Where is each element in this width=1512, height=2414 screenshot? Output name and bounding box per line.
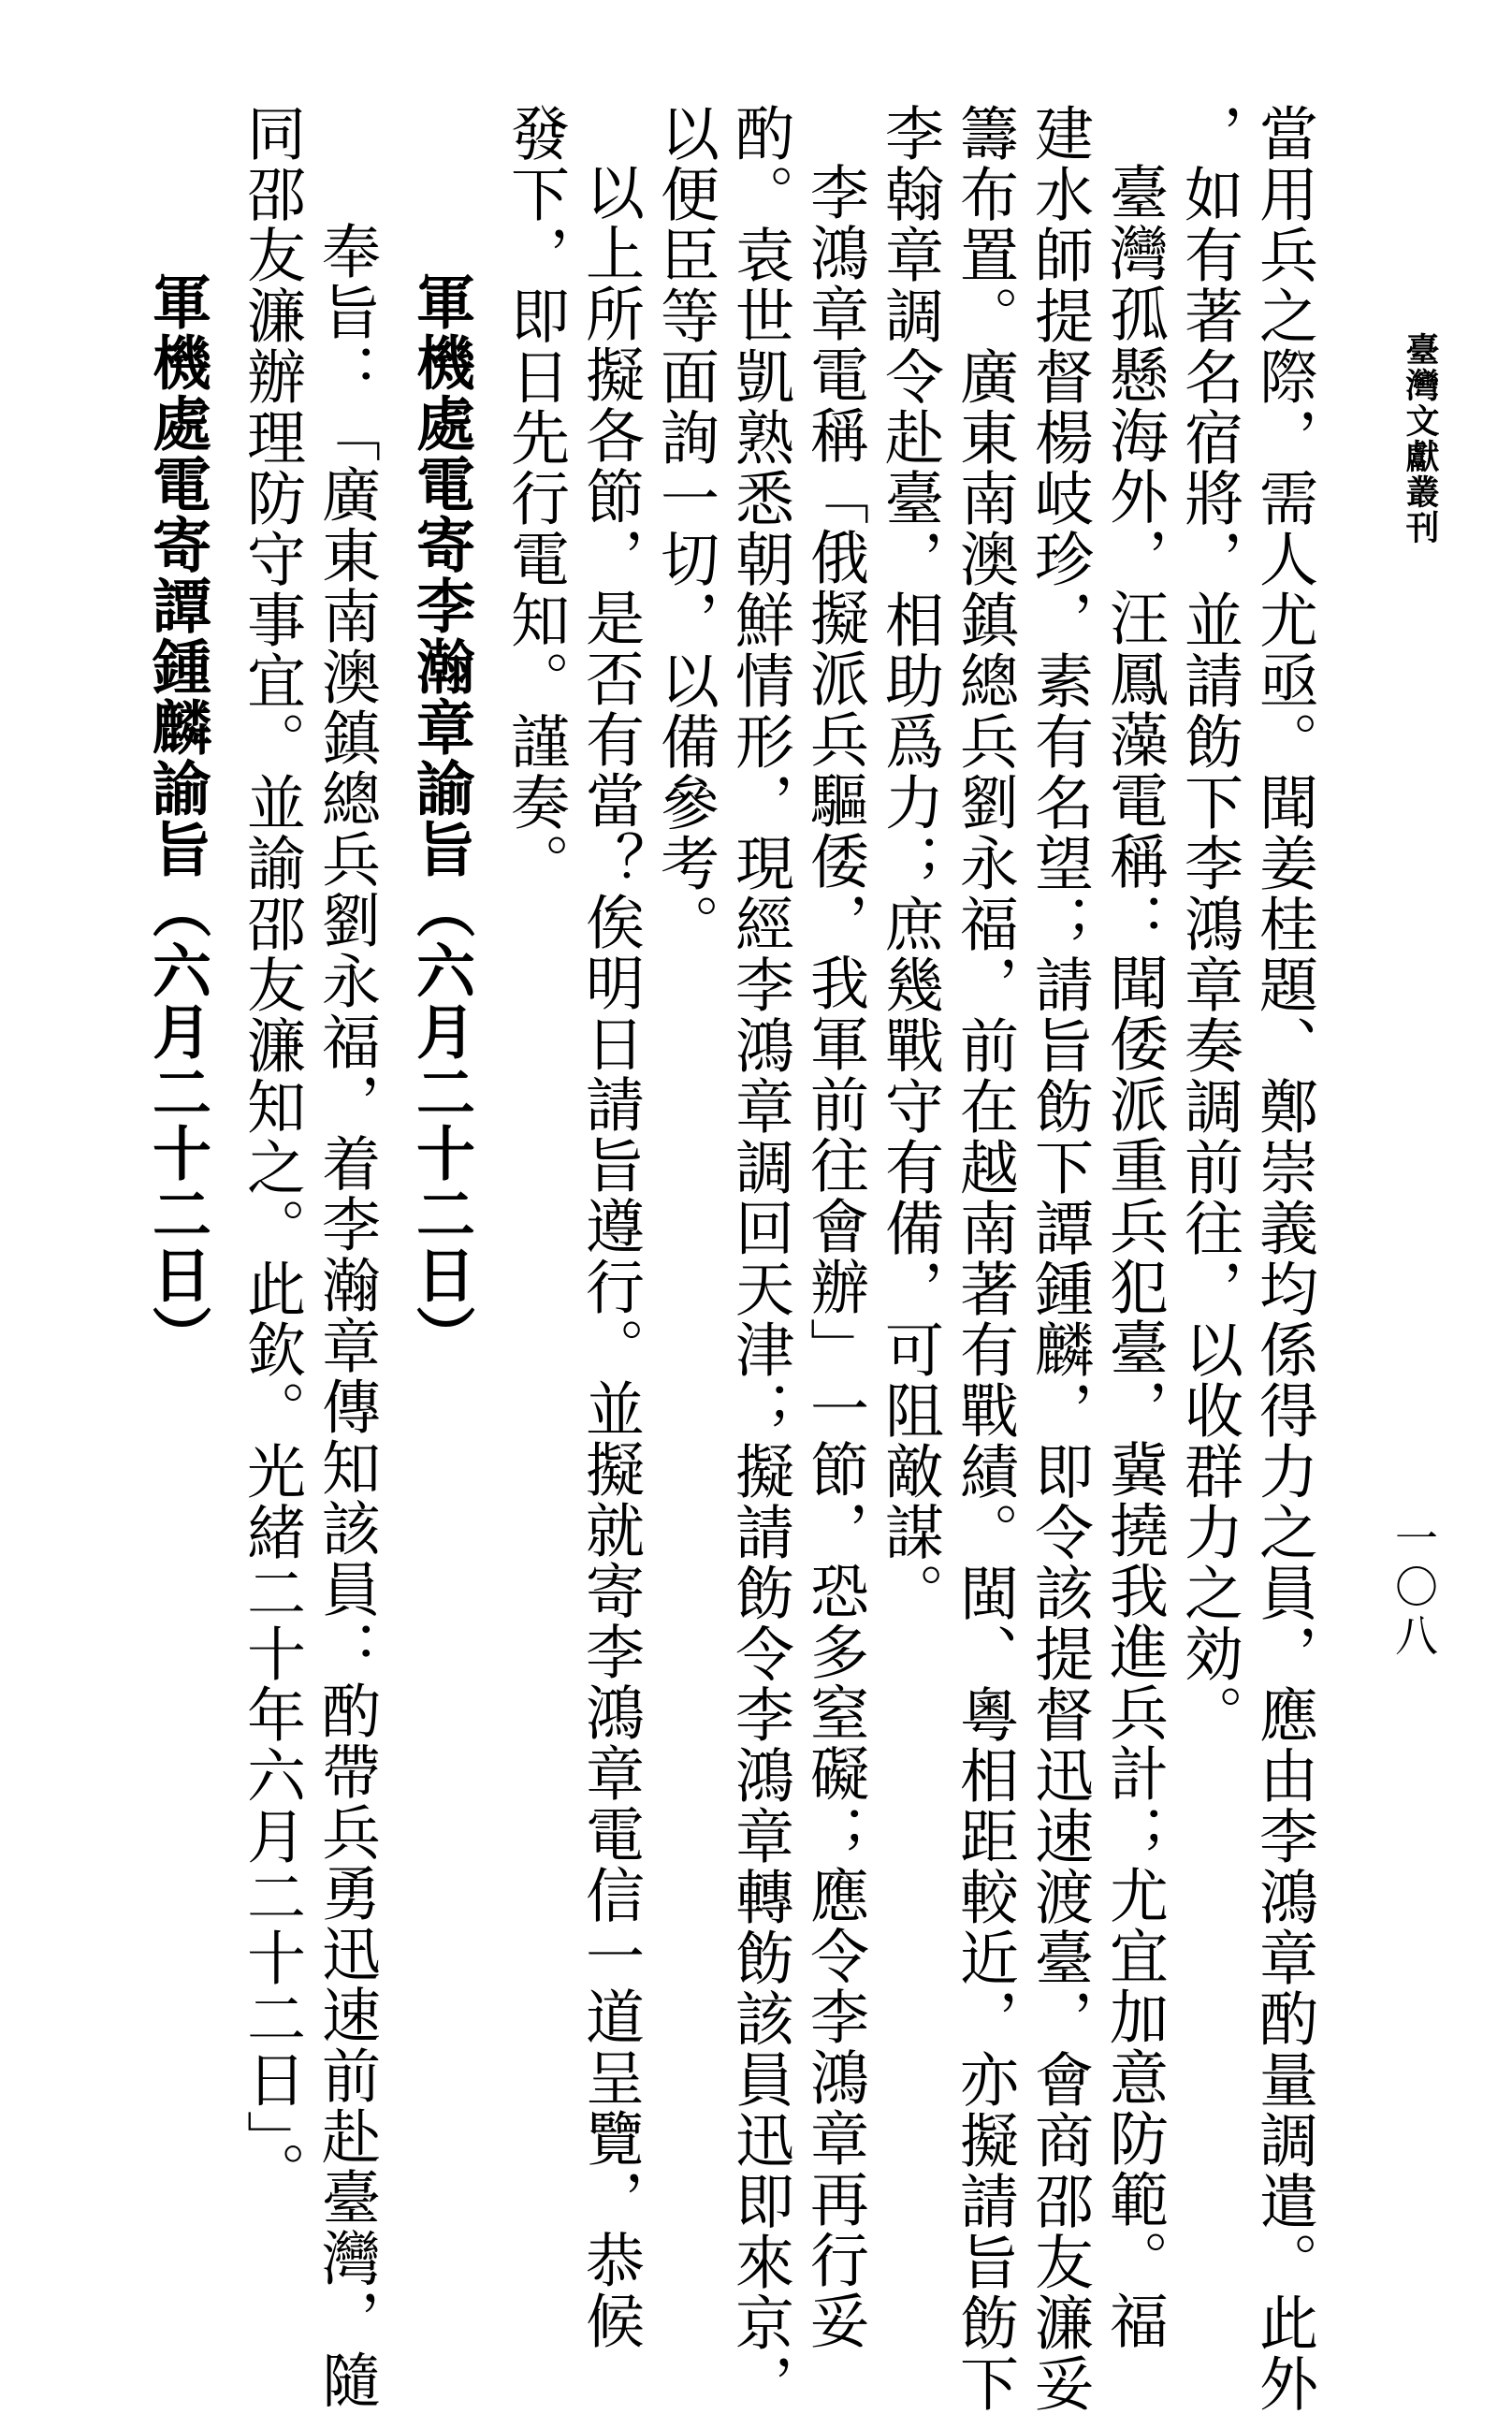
- running-title: 臺灣文獻叢刊: [1401, 332, 1440, 545]
- text-column: 同邵友濂辦理防守事宜。並諭邵友濂知之。此欽。光緒二十年六月二十二日」。: [238, 103, 306, 2203]
- text-column: 李鴻章電稱「俄擬派兵驅倭，我軍前往會辦」一節，恐多窒礙；應令李鴻章再行妥: [801, 162, 869, 2351]
- section-heading: 軍機處電寄譚鍾麟諭旨（六月二十二日）: [143, 271, 212, 1366]
- text-column: 當用兵之際，需人尤亟。聞姜桂題、鄭崇義均係得力之員，應由李鴻章酌量調遣。此外: [1250, 103, 1318, 2414]
- text-column: 李翰章調令赴臺，相助爲力；庶幾戰守有備，可阻敵謀。: [876, 103, 944, 1623]
- text-column: 酌。袁世凱熟悉朝鮮情形，現經李鴻章調回天津；擬請飭令李鴻章轉飭該員迅即來京，: [726, 103, 794, 2414]
- text-column: ，如有著名宿將，並請飭下李鴻章奏調前往，以收群力之効。: [1175, 103, 1243, 1745]
- text-column: 建水師提督楊岐珍，素有名望；請旨飭下譚鍾麟，即令該提督迅速渡臺，會商邵友濂妥: [1025, 103, 1094, 2414]
- section-heading: 軍機處電寄李瀚章諭旨（六月二十二日）: [407, 271, 476, 1366]
- text-column: 發下，即日先行電知。謹奏。: [502, 103, 570, 894]
- text-column: 以上所擬各節，是否有當？俟明日請旨遵行。並擬就寄李鴻章電信一道呈覽，恭候: [576, 162, 645, 2351]
- page-number: 一〇八: [1388, 1516, 1439, 1662]
- text-column: 以便臣等面詢一切，以備參考。: [651, 103, 720, 954]
- text-column: 臺灣孤懸海外，汪鳳藻電稱：聞倭派重兵犯臺，冀撓我進兵計；尤宜加意防範。福: [1100, 162, 1169, 2351]
- text-column: 籌布置。廣東南澳鎮總兵劉永福，前在越南著有戰績。閩、粵相距較近，亦擬請旨飭下: [951, 103, 1019, 2414]
- text-column: 奉旨：「廣東南澳鎮總兵劉永福，着李瀚章傳知該員：酌帶兵勇迅速前赴臺灣，隨: [313, 221, 381, 2410]
